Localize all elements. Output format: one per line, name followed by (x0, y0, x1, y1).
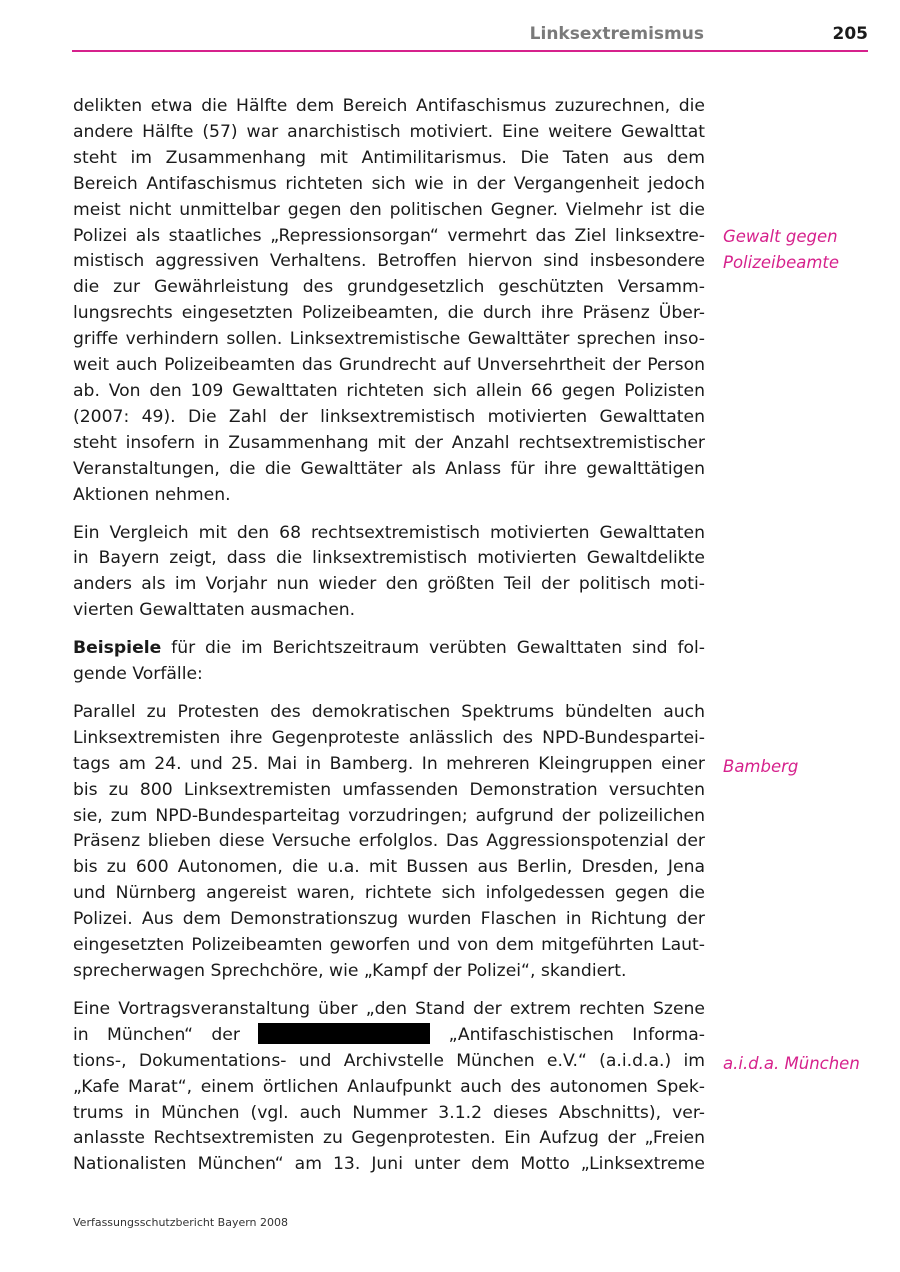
margin-note-police (723, 224, 839, 276)
text-line: eingesetzten Polizeibeamten geworfen und von dem mitgeführten Laut- (73, 935, 705, 956)
text-line: Präsenz blieben diese Versuche erfolglos. Das Aggressionspotenzial der (73, 831, 705, 852)
text-line: anlasste Rechtsextremisten zu Gegenprotesten. Ein Aufzug der „Freien (73, 1128, 705, 1149)
margin-note-line: a.i.d.a. München (723, 1054, 860, 1073)
text-line: steht insofern in Zusammenhang mit der Anzahl rechtsextremistischer (73, 432, 705, 453)
text-line: steht im Zusammenhang mit Antimilitarismus. Die Taten aus dem (73, 147, 705, 168)
text-line: Aktionen nehmen. (73, 484, 231, 505)
text-line: Linksextremisten ihre Gegenproteste anlässlich des NPD-Bundespartei- (73, 727, 705, 748)
paragraph-2 (73, 521, 705, 625)
text-line: trums in München (vgl. auch Nummer 3.1.2 dieses Abschnitts), ver- (73, 1102, 705, 1123)
text-line: meist nicht unmittelbar gegen den politischen Gegner. Vielmehr ist die (73, 199, 705, 220)
page-footer: Verfassungsschutzbericht Bayern 2008 (73, 1216, 289, 1229)
text-line: bis zu 800 Linksextremisten umfassenden Demonstration versuchten (73, 779, 705, 800)
text-line: gende Vorfälle: (73, 664, 203, 685)
text-line: vierten Gewalttaten ausmachen. (73, 600, 356, 621)
text-line: und Nürnberg angereist waren, richtete sich infolgedessen gegen die (73, 883, 705, 904)
paragraph-4 (73, 700, 705, 985)
text-line: andere Hälfte (57) war anarchistisch motiviert. Eine weitere Gewalttat (73, 121, 705, 142)
page-number: 205 (832, 24, 868, 44)
margin-note-line: Gewalt gegen (723, 227, 838, 246)
text-line: bis zu 600 Autonomen, die u.a. mit Bussen aus Berlin, Dresden, Jena (73, 857, 705, 878)
text-line: Parallel zu Protesten des demokratischen Spektrums bündelten auch (73, 701, 705, 722)
text-line: ab. Von den 109 Gewalttaten richteten sich allein 66 gegen Polizisten (73, 380, 705, 401)
text-line: weit auch Polizeibeamten das Grundrecht auf Unversehrtheit der Person (73, 355, 705, 376)
text-line: Eine Vortragsveranstaltung über „den Stand der extrem rechten Szene (73, 998, 705, 1019)
text-fragment: für die im Berichtszeitraum verübten Gewalttaten sind fol- (161, 638, 705, 659)
text-line: Veranstaltungen, die die Gewalttäter als Anlass für ihre gewalttätigen (73, 458, 705, 479)
text-line: die zur Gewährleistung des grundgesetzlich geschützten Versamm- (73, 277, 705, 298)
text-line: anders als im Vorjahr nun wieder den größten Teil der politisch moti- (73, 574, 705, 595)
text-line: mistisch aggressiven Verhaltens. Betroffen hiervon sind insbesondere (73, 251, 705, 272)
text-line: Ein Vergleich mit den 68 rechtsextremistisch motivierten Gewalttaten (73, 522, 705, 543)
margin-note-line: Bamberg (723, 757, 799, 776)
margin-note-line: Polizeibeamte (723, 252, 840, 272)
text-line: „Kafe Marat“, einem örtlichen Anlaufpunkt auch des autonomen Spek- (73, 1076, 705, 1097)
text-line: Polizei. Aus dem Demonstrationszug wurden Flaschen in Richtung der (73, 909, 705, 930)
text-fragment: in München“ der (73, 1024, 240, 1045)
text-line: tions-, Dokumentations- und Archivstelle München e.V.“ (a.i.d.a.) im (73, 1050, 705, 1071)
paragraph-1 (73, 94, 705, 509)
redaction-bar (258, 1023, 430, 1044)
text-line: Bereich Antifaschismus richteten sich wie in der Vergangenheit jedoch (73, 173, 705, 194)
paragraph-3 (73, 636, 705, 688)
text-fragment: „Antifaschistischen Informa- (448, 1024, 705, 1045)
bold-lead: Beispiele (73, 638, 162, 659)
text-line (73, 1023, 705, 1049)
main-text (73, 94, 705, 1190)
text-line: tags am 24. und 25. Mai in Bamberg. In mehreren Kleingruppen einer (73, 753, 705, 774)
margin-note-bamberg (723, 754, 798, 780)
text-line: (2007: 49). Die Zahl der linksextremistisch motivierten Gewalttaten (73, 406, 705, 427)
text-line: sprecherwagen Sprechchöre, wie „Kampf der Polizei“, skandiert. (73, 961, 627, 981)
text-line: Nationalisten München“ am 13. Juni unter dem Motto „Linksextreme (73, 1154, 705, 1175)
text-line: delikten etwa die Hälfte dem Bereich Antifaschismus zuzurechnen, die (73, 96, 705, 116)
text-line: griffe verhindern sollen. Linksextremistische Gewalttäter sprechen inso- (73, 329, 705, 350)
paragraph-5 (73, 997, 705, 1178)
margin-note-aida (723, 1051, 860, 1077)
text-line: in Bayern zeigt, dass die linksextremistisch motivierten Gewaltdelikte (73, 548, 705, 569)
text-line (73, 636, 705, 662)
page-header (72, 24, 868, 52)
text-line: lungsrechts eingesetzten Polizeibeamten, die durch ihre Präsenz Über- (73, 303, 705, 324)
text-line: Polizei als staatliches „Repressionsorgan“ vermehrt das Ziel linksextre- (73, 225, 705, 246)
header-title: Linksextremismus (529, 24, 704, 44)
text-line: sie, zum NPD-Bundesparteitag vorzudringen; aufgrund der polizeilichen (73, 805, 705, 826)
